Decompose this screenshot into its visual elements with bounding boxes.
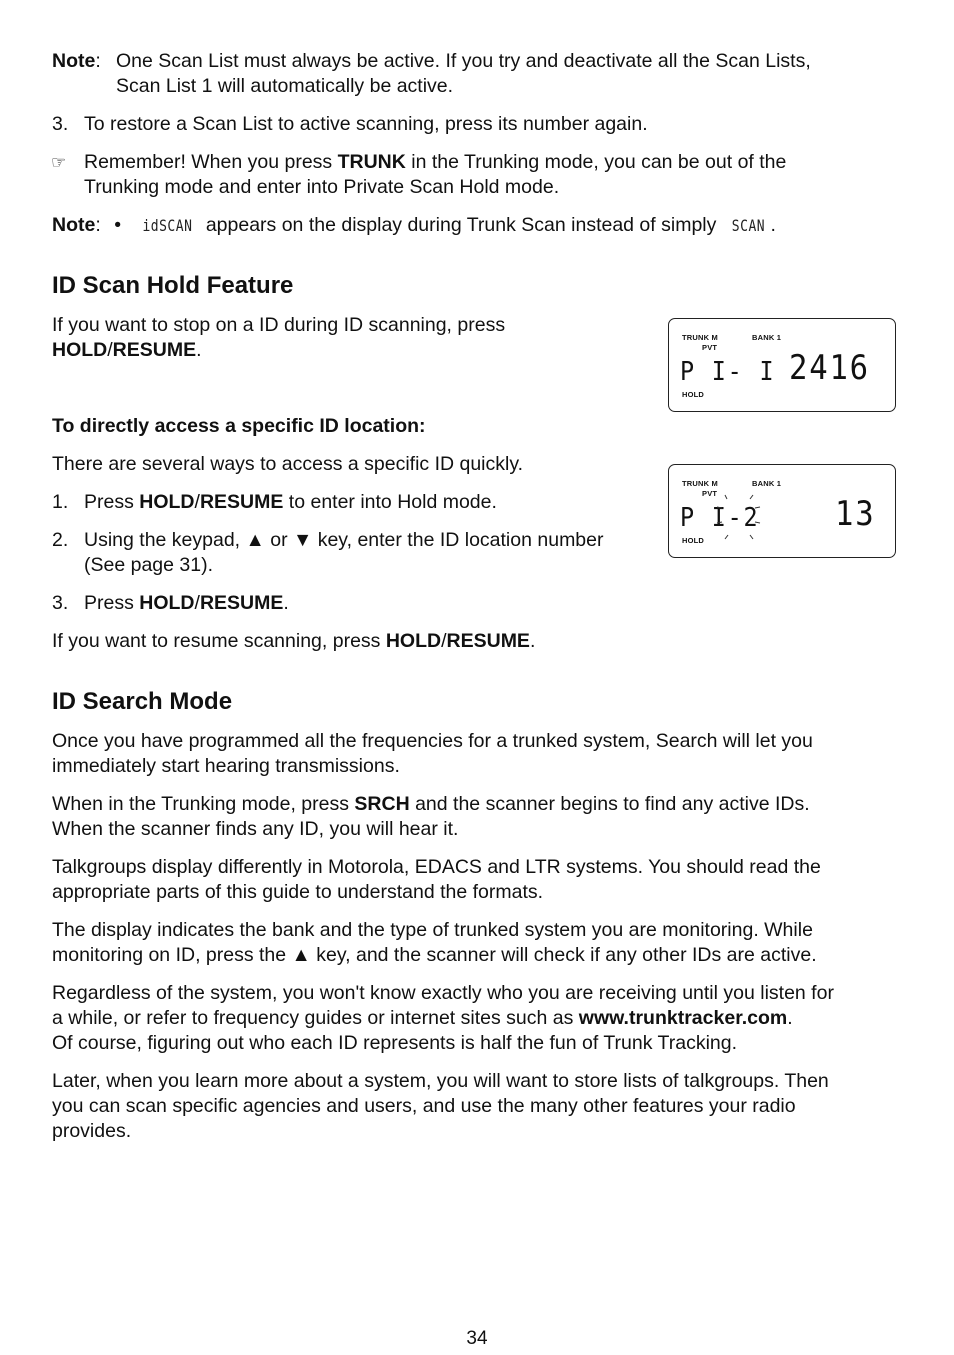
lcd-pvt-label: PVT <box>702 343 718 352</box>
paragraph: When the scanner finds any ID, you will hear it. <box>52 818 459 840</box>
step-text: Using the keypad, ▲ or ▼ key, enter the ID location number <box>84 529 604 551</box>
paragraph: Talkgroups display differently in Motorola, EDACS and LTR systems. You should read the <box>52 856 821 878</box>
lcd-pvt-label: PVT <box>702 489 718 498</box>
step-text: To restore a Scan List to active scanning, press its number again. <box>84 113 648 135</box>
remember-text: Remember! When you press TRUNK in the Trunking mode, you can be out of the <box>84 151 787 173</box>
section-heading: ID Search Mode <box>52 688 233 715</box>
lcd-trunk-label: TRUNK M <box>682 479 718 488</box>
paragraph: immediately start hearing transmissions. <box>52 755 400 777</box>
paragraph: provides. <box>52 1120 132 1142</box>
lcd-bank-label: BANK 1 <box>752 333 782 342</box>
paragraph: Later, when you learn more about a system, you will want to store lists of talkgroups. Then <box>52 1070 829 1092</box>
blink-rays-icon <box>715 493 765 545</box>
note-text: One Scan List must always be active. If you try and deactivate all the Scan Lists, <box>116 50 811 72</box>
paragraph: monitoring on ID, press the ▲ key, and the scanner will check if any other IDs are active. <box>52 944 817 966</box>
paragraph: The display indicates the bank and the type of trunked system you are monitoring. While <box>52 919 813 941</box>
lcd-hold-label: HOLD <box>682 536 705 545</box>
lcd-display <box>668 318 896 412</box>
lcd-scan-glyph: SCAN <box>731 217 766 236</box>
paragraph: If you want to resume scanning, press HOLD/RESUME. <box>52 630 536 652</box>
paragraph: Regardless of the system, you won't know exactly who you are receiving until you listen for <box>52 982 834 1004</box>
paragraph: When in the Trunking mode, press SRCH and the scanner begins to find any active IDs. <box>52 793 810 815</box>
paragraph: Once you have programmed all the frequencies for a trunked system, Search will let you <box>52 730 813 752</box>
step-text: Press HOLD/RESUME. <box>84 592 289 614</box>
step-text: Press HOLD/RESUME to enter into Hold mode. <box>84 491 497 513</box>
lcd-hold-label: HOLD <box>682 390 705 399</box>
lcd-display <box>668 464 896 558</box>
lcd-idscan-glyph: idSCAN <box>142 217 193 236</box>
note-label: Note: <box>52 50 101 72</box>
paragraph: you can scan specific agencies and users, and use the many other features your radio <box>52 1095 796 1117</box>
subheading: To directly access a specific ID location: <box>52 415 426 437</box>
paragraph: appropriate parts of this guide to understand the formats. <box>52 881 544 903</box>
paragraph: If you want to stop on a ID during ID scanning, press <box>52 314 506 336</box>
step-number: 3. <box>52 592 69 614</box>
lcd-id-value: 2416 <box>789 348 870 388</box>
remember-text: Trunking mode and enter into Private Scan Hold mode. <box>84 176 560 198</box>
note-text: Scan List 1 will automatically be active. <box>116 75 454 97</box>
paragraph: HOLD/RESUME. <box>52 339 202 361</box>
section-heading: ID Scan Hold Feature <box>52 272 294 299</box>
lcd-trunk-label: TRUNK M <box>682 333 718 342</box>
pointing-hand-icon: ☞ <box>51 153 67 172</box>
step-number: 3. <box>52 113 69 135</box>
page-number: 34 <box>466 1328 488 1349</box>
lcd-channel: P I- I <box>680 357 776 387</box>
lcd-id-value: 13 <box>835 494 876 534</box>
step-text: (See page 31). <box>84 554 214 576</box>
paragraph: Of course, figuring out who each ID represents is half the fun of Trunk Tracking. <box>52 1032 738 1054</box>
lcd-channel: P I-2 <box>680 503 760 533</box>
step-number: 2. <box>52 529 69 551</box>
paragraph: There are several ways to access a specific ID quickly. <box>52 453 524 475</box>
lcd-bank-label: BANK 1 <box>752 479 782 488</box>
step-number: 1. <box>52 491 69 513</box>
website-link: www.trunktracker.com <box>578 1007 788 1029</box>
note-lcd-line: Note: • idSCAN appears on the display during Trunk Scan instead of simply SCAN . <box>52 213 776 239</box>
paragraph: a while, or refer to frequency guides or internet sites such as www.trunktracker.com. <box>52 1007 793 1029</box>
